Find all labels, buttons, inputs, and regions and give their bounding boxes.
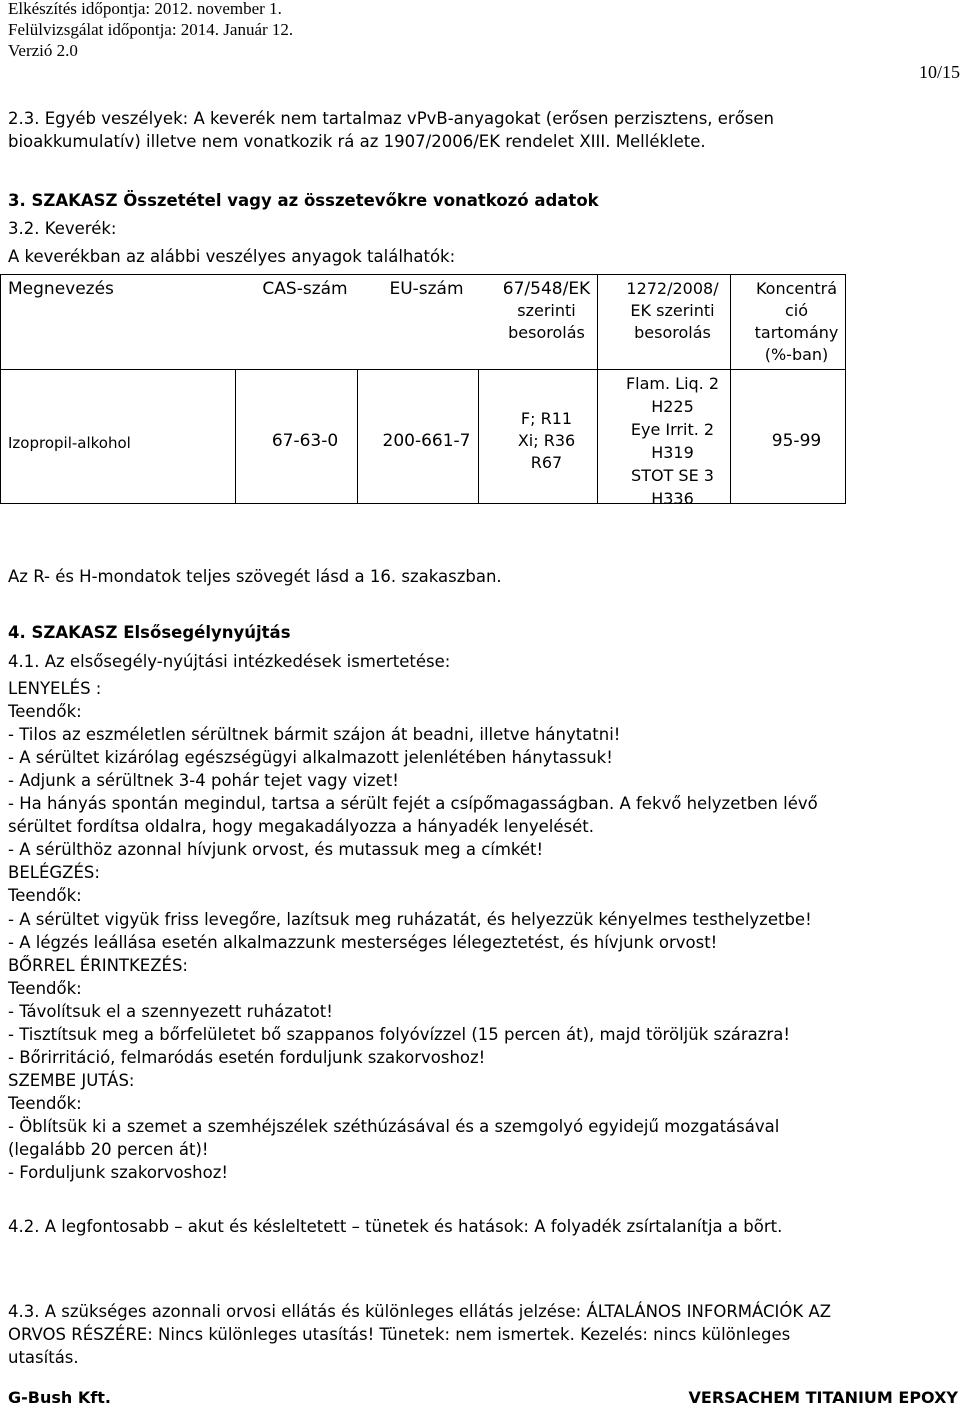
first-aid-line: - A sérülthöz azonnal hívjunk orvost, és mutassuk meg a címkét!	[8, 840, 544, 860]
cell-dsd	[487, 372, 606, 510]
section3-intro: A keverékban az alábbi veszélyes anyagok találhatók:	[8, 247, 456, 266]
cell-clp	[606, 372, 739, 510]
section4-3-line2: ORVOS RÉSZÉRE: Nincs különleges utasítás! Tünetek: nem ismertek. Kezelés: nincs különleges	[8, 1325, 791, 1344]
first-aid-line: Teendők:	[8, 978, 82, 998]
section4-3-line3: utasítás.	[8, 1348, 79, 1367]
header-conc-line: tartomány	[754, 323, 839, 342]
header-eu: EU-szám	[389, 279, 464, 299]
first-aid-line: - A légzés leállása esetén alkalmazzunk mesterséges lélegeztetést, és hívjunk orvost!	[8, 932, 718, 952]
first-aid-line: - Távolítsuk el a szennyezett ruházatot!	[8, 1001, 333, 1021]
cell-clp-line: H319	[651, 443, 694, 462]
page-number: 10/15	[918, 62, 960, 82]
header-dsd-line: besorolás	[508, 323, 585, 342]
first-aid-line: (legalább 20 percen át)!	[8, 1140, 209, 1159]
cell-clp-line: STOT SE 3	[631, 466, 714, 485]
first-aid-line: SZEMBE JUTÁS:	[8, 1070, 135, 1090]
header-dsd-line: 67/548/EK	[502, 279, 591, 299]
section3-title: 3. SZAKASZ Összetétel vagy az összetevőkre vonatkozó adatok	[8, 191, 599, 210]
cell-clp-line: Flam. Liq. 2	[625, 374, 720, 393]
first-aid-line: - Öblítsük ki a szemet a szemhéjszélek széthúzásával és a szemgolyó egyidejű mozgatásával	[8, 1116, 780, 1136]
first-aid-line: - Tilos az eszméletlen sérültnek bármit szájon át beadni, illetve hánytatni!	[8, 725, 621, 745]
header-conc-line: (%-ban)	[764, 345, 829, 364]
cell-clp-line: H225	[651, 397, 694, 416]
first-aid-line: - Forduljunk szakorvoshoz!	[8, 1163, 229, 1183]
created-date: Elkészítés időpontja: 2012. november 1.	[8, 0, 282, 18]
first-aid-line: - Adjunk a sérültnek 3-4 pohár tejet vagy vizet!	[8, 771, 399, 791]
header-conc-line: ció	[784, 301, 809, 320]
table-header-row	[0, 275, 854, 372]
table-row	[0, 372, 854, 510]
first-aid-line: BELÉGZÉS:	[8, 863, 100, 883]
first-aid-line: LENYELÉS :	[8, 679, 102, 698]
cell-clp-line: H336	[651, 489, 694, 508]
footer-company: G-Bush Kft.	[8, 1388, 111, 1407]
section3-2-title: 3.2. Keverék:	[8, 219, 117, 238]
first-aid-line: Teendők:	[8, 702, 82, 722]
s2-3-line1: 2.3. Egyéb veszélyek: A keverék nem tartalmaz vPvB-anyagokat (erősen perzisztens, erősen	[8, 109, 775, 128]
cell-eu: 200-661-7	[382, 431, 471, 451]
first-aid-line: - Ha hányás spontán megindul, tartsa a sérült fejét a csípőmagasságban. A fekvő helyzetben lévő	[8, 794, 818, 814]
header-clp	[606, 275, 739, 372]
section4-title: 4. SZAKASZ Elsősegélynyújtás	[8, 623, 291, 642]
first-aid-line: - Tisztítsuk meg a bőrfelületet bő szappanos folyóvízzel (15 percen át), majd töröljük szárazra!	[8, 1024, 790, 1044]
header-clp-line: besorolás	[634, 323, 711, 342]
first-aid-line: - Bőrirritáció, felmaródás esetén forduljunk szakorvoshoz!	[8, 1047, 486, 1067]
first-aid-line: sérültet fordítsa oldalra, hogy megakadályozza a hányadék lenyelését.	[8, 817, 594, 837]
header-name: Megnevezés	[8, 279, 114, 299]
cell-dsd-line: R67	[530, 453, 563, 472]
header-dsd-line: szerinti	[517, 301, 576, 320]
composition-table	[0, 275, 854, 510]
footer-product: VERSACHEM TITANIUM EPOXY	[688, 1388, 958, 1407]
header-conc	[739, 275, 854, 372]
section4-1-title: 4.1. Az elsősegély-nyújtási intézkedések ismertetése:	[8, 652, 451, 671]
cell-cas: 67-63-0	[271, 431, 339, 451]
version: Verzió 2.0	[8, 41, 78, 60]
first-aid-line: Teendők:	[8, 886, 82, 906]
header-conc-line: Koncentrá	[755, 279, 838, 298]
table-note: Az R- és H-mondatok teljes szövegét lásd a 16. szakaszban.	[8, 567, 502, 586]
first-aid-line: BŐRREL ÉRINTKEZÉS:	[8, 955, 188, 975]
s2-3-line2: bioakkumulatív) illetve nem vonatkozik rá az 1907/2006/EK rendelet XIII. Melléklete.	[8, 132, 706, 151]
header-cas: CAS-szám	[262, 279, 348, 299]
cell-clp-line: Eye Irrit. 2	[630, 420, 715, 439]
reviewed-date: Felülvizsgálat időpontja: 2014. Január 12.	[8, 20, 294, 39]
header-dsd	[487, 275, 606, 372]
first-aid-line: - A sérültet vigyük friss levegőre, lazítsuk meg ruházatát, és helyezzük kényelmes testhelyzetbe!	[8, 909, 812, 929]
header-clp-line: EK szerinti	[630, 301, 715, 320]
cell-dsd-line: F; R11	[520, 409, 573, 428]
section4-3-line1: 4.3. A szükséges azonnali orvosi ellátás és különleges ellátás jelzése: ÁLTALÁNOS INFORMÁCIÓK AZ	[8, 1302, 832, 1321]
first-aid-line: Teendők:	[8, 1093, 82, 1113]
cell-conc: 95-99	[771, 431, 822, 451]
section4-2: 4.2. A legfontosabb – akut és késleltetett – tünetek és hatások: A folyadék zsírtalanítja a bõrt.	[8, 1217, 783, 1236]
first-aid-line: - A sérültet kizárólag egészségügyi alkalmazott jelenlétében hánytassuk!	[8, 748, 613, 768]
cell-dsd-line: Xi; R36	[517, 431, 576, 450]
header-clp-line: 1272/2008/	[626, 279, 719, 298]
cell-name: Izopropil-alkohol	[8, 434, 131, 452]
